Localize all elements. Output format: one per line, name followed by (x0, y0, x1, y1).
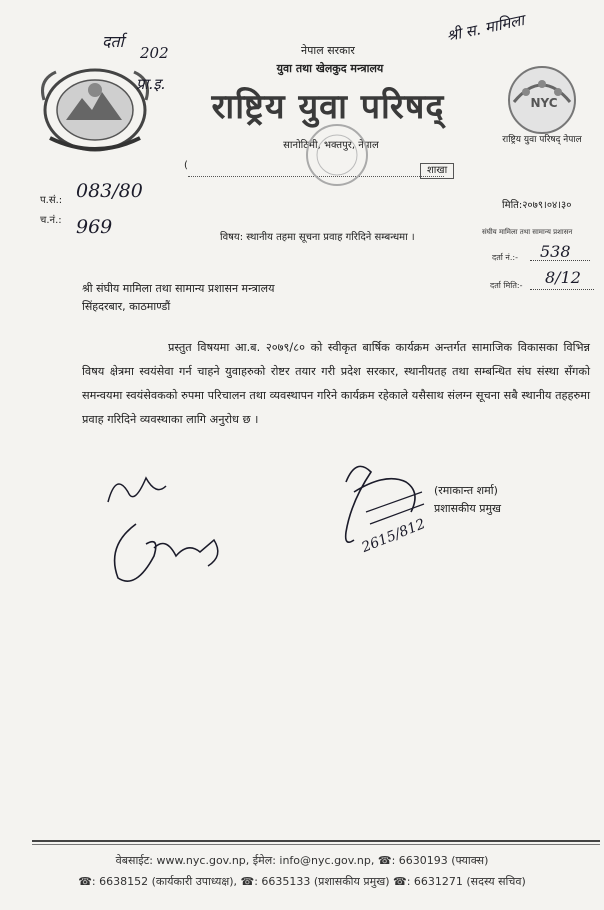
stamp-date-value: 8/12 (545, 268, 581, 287)
date-text: मिति:२०७९।०४।३० (502, 200, 572, 211)
nyc-logo-text: NYC (530, 96, 558, 110)
stamp-darta-label: दर्ता नं.:- (492, 253, 518, 262)
footer-line-2: ☎: 6638152 (कार्यकारी उपाध्यक्ष), ☎: 6635133 (प्रशासकीय प्रमुख) ☎: 6631271 (सदस्य सचिव) (78, 875, 526, 888)
stamp-title: संघीय मामिला तथा सामान्य प्रशासन (482, 228, 573, 236)
recipient-line-2: सिंहदरबार, काठमाण्डौं (82, 300, 171, 313)
footer-rule (32, 840, 600, 842)
handwritten-top-left-number: 202 (140, 44, 169, 62)
signature-date-text: 2615/812 (359, 516, 428, 556)
subject-line: विषय: स्थानीय तहमा सूचना प्रवाह गरिदिने सम्बन्धमा । (220, 232, 415, 243)
faint-seal-icon (300, 118, 374, 192)
council-name: राष्ट्रिय युवा परिषद् (211, 87, 445, 127)
ministry-line: युवा तथा खेलकुद मन्त्रालय (276, 62, 384, 75)
nyc-logo-caption: राष्ट्रिय युवा परिषद् नेपाल (502, 135, 582, 145)
handwritten-top-left-mark: प्रा.इ. (136, 75, 166, 93)
chalani-value: 969 (76, 216, 113, 238)
location-line: सानोठिमी, भक्तपुर, नेपाल (283, 140, 379, 151)
patra-sankhya-value: 083/80 (76, 180, 143, 202)
gov-line: नेपाल सरकार (301, 44, 355, 57)
branch-label: शाखा (420, 163, 454, 179)
chalani-label: च.नं.: (40, 215, 62, 226)
signatory-name: (रमाकान्त शर्मा) (434, 484, 498, 497)
received-stamp (482, 228, 600, 284)
footer-line-1: वेबसाईट: www.nyc.gov.np, ईमेल: info@nyc.gov.np, ☎: 6630193 (फ्याक्स) (115, 854, 489, 867)
left-initials-signature (96, 466, 246, 596)
handwritten-top-right-note: श्री स. मामिला (444, 11, 526, 45)
signatory-title: प्रशासकीय प्रमुख (434, 502, 502, 515)
recipient-line-1: श्री संघीय मामिला तथा सामान्य प्रशासन मन्त्रालय (82, 282, 275, 295)
stamp-darta-value: 538 (540, 242, 571, 261)
handwritten-top-left-note: दर्ता (102, 32, 124, 51)
body-paragraph: प्रस्तुत विषयमा आ.ब. २०७९/८० को स्वीकृत बार्षिक कार्यक्रम अन्तर्गत सामाजिक विकासका विभिन्न विषय क्षेत्रमा स्वयंसेवा गर्न चाहने युवाहरुको रोष्टर तयार गरी प्रदेश सरकार, स्थानीयतह तथा सम्बन्धित संघ संस्था सँगको समन्वयमा स्वयंसेवकको रुपमा परिचालन तथा व्यवस्थापन गरिने कार्यक्रम रहेकाले यसैसाथ संलग्न सूचना सबै स्थानीय तहहरुमा प्रवाह गरिदिने व्यवस्थाका लागि अनुरोध छ । (82, 341, 590, 426)
stamp-date-label: दर्ता मिति:- (490, 281, 523, 290)
patra-sankhya-label: प.सं.: (40, 195, 63, 206)
